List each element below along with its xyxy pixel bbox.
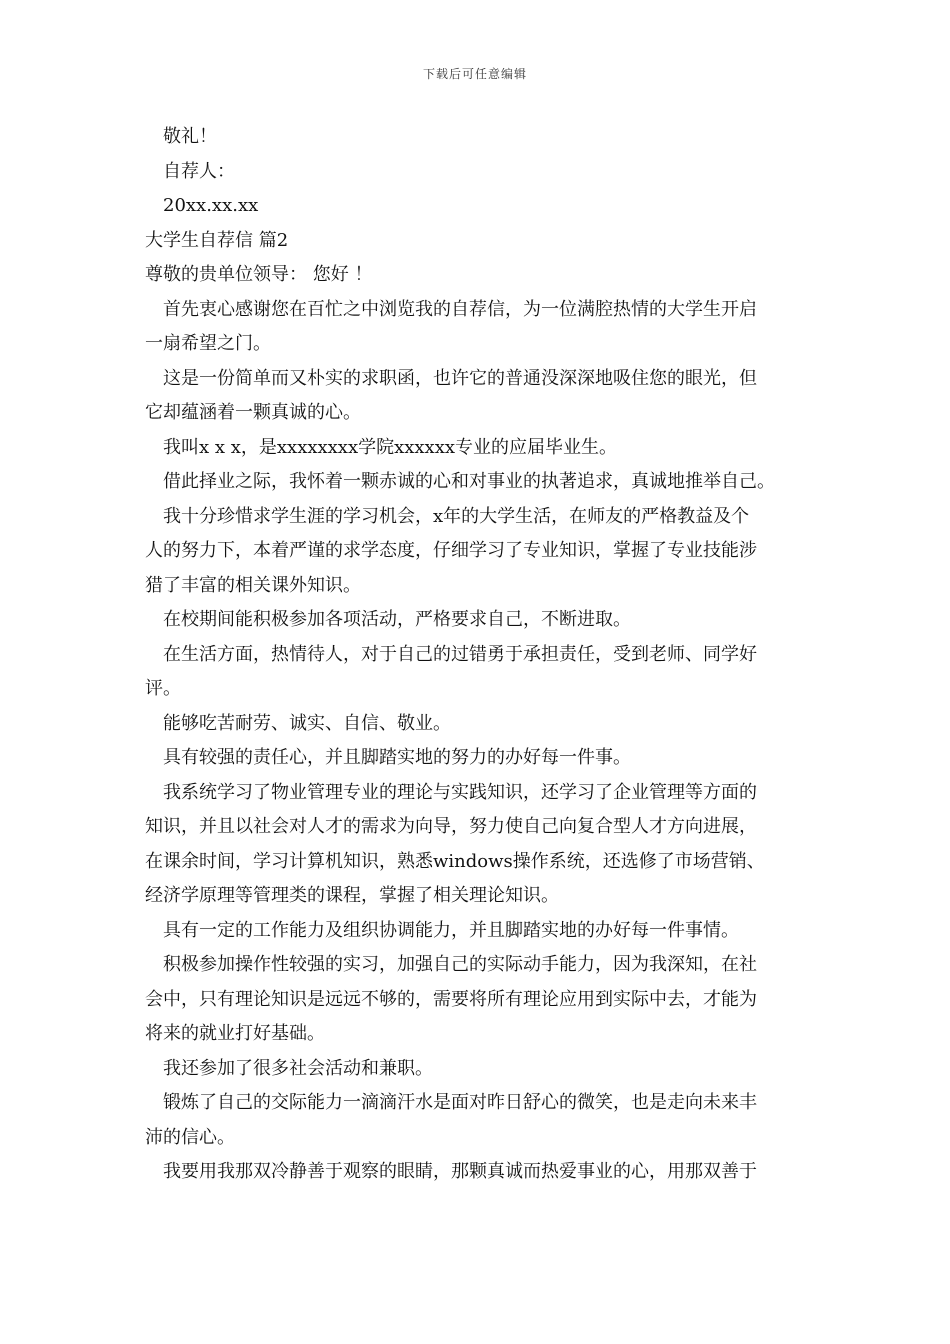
letter-body — [145, 120, 810, 1190]
paragraph-line: 一扇希望之门。 — [145, 333, 271, 354]
paragraph-line: 会中，只有理论知识是远远不够的，需要将所有理论应用到实际中去，才能为 — [145, 988, 757, 1010]
paragraph-line: 评。 — [145, 678, 181, 699]
greeting-line: 尊敬的贵单位领导： 您好 ！ — [145, 264, 373, 285]
closing-salutation: 敬礼！ — [163, 126, 217, 147]
paragraph-line: 借此择业之际，我怀着一颗赤诚的心和对事业的执著追求，真诚地推举自己。 — [163, 471, 775, 492]
paragraph-line: 锻炼了自己的交际能力一滴滴汗水是面对昨日舒心的微笑，也是走向未来丰 — [163, 1092, 757, 1113]
paragraph-line: 我还参加了很多社会活动和兼职。 — [163, 1057, 433, 1079]
paragraph-line: 积极参加操作性较强的实习，加强自己的实际动手能力，因为我深知，在社 — [163, 954, 757, 975]
paragraph-line: 在校期间能积极参加各项活动，严格要求自己，不断进取。 — [163, 609, 631, 630]
paragraph-line: 人的努力下，本着严谨的求学态度，仔细学习了专业知识，掌握了专业技能涉 — [145, 540, 757, 561]
paragraph-line: 沛的信心。 — [145, 1126, 235, 1148]
paragraph-line: 我十分珍惜求学生涯的学习机会，x年的大学生活，在师友的严格教益及个 — [163, 505, 750, 527]
signature-label: 自荐人： — [163, 160, 235, 182]
paragraph-line: 能够吃苦耐劳、诚实、自信、敬业。 — [163, 712, 451, 734]
signature-date: 20xx.xx.xx — [163, 195, 259, 216]
paragraph-line: 经济学原理等管理类的课程，掌握了相关理论知识。 — [145, 885, 559, 906]
paragraph-line: 这是一份简单而又朴实的求职函，也许它的普通没深深地吸住您的眼光，但 — [163, 367, 757, 389]
paragraph-line: 我要用我那双冷静善于观察的眼睛，那颗真诚而热爱事业的心，用那双善于 — [163, 1161, 757, 1182]
paragraph-line: 我系统学习了物业管理专业的理论与实践知识，还学习了企业管理等方面的 — [163, 781, 757, 803]
page-header: 下载后可任意编辑 — [422, 67, 527, 81]
paragraph-line: 首先衷心感谢您在百忙之中浏览我的自荐信，为一位满腔热情的大学生开启 — [163, 298, 757, 320]
paragraph-line: 我叫x x x，是xxxxxxxx学院xxxxxx专业的应届毕业生。 — [163, 436, 618, 458]
paragraph-line: 将来的就业打好基础。 — [145, 1023, 325, 1044]
section-title: 大学生自荐信 篇2 — [145, 229, 289, 251]
paragraph-line: 在课余时间，学习计算机知识，熟悉windows操作系统，还选修了市场营销、 — [145, 850, 765, 872]
paragraph-line: 在生活方面，热情待人，对于自己的过错勇于承担责任，受到老师、同学好 — [163, 643, 757, 665]
paragraph-line: 它却蕴涵着一颗真诚的心。 — [145, 402, 361, 423]
paragraph-line: 知识，并且以社会对人才的需求为向导，努力使自己向复合型人才方向进展， — [145, 816, 757, 837]
paragraph-line: 具有较强的责任心，并且脚踏实地的努力的办好每一件事。 — [163, 747, 631, 768]
paragraph-line: 猎了丰富的相关课外知识。 — [145, 574, 361, 596]
paragraph-line: 具有一定的工作能力及组织协调能力，并且脚踏实地的办好每一件事情。 — [163, 919, 739, 941]
